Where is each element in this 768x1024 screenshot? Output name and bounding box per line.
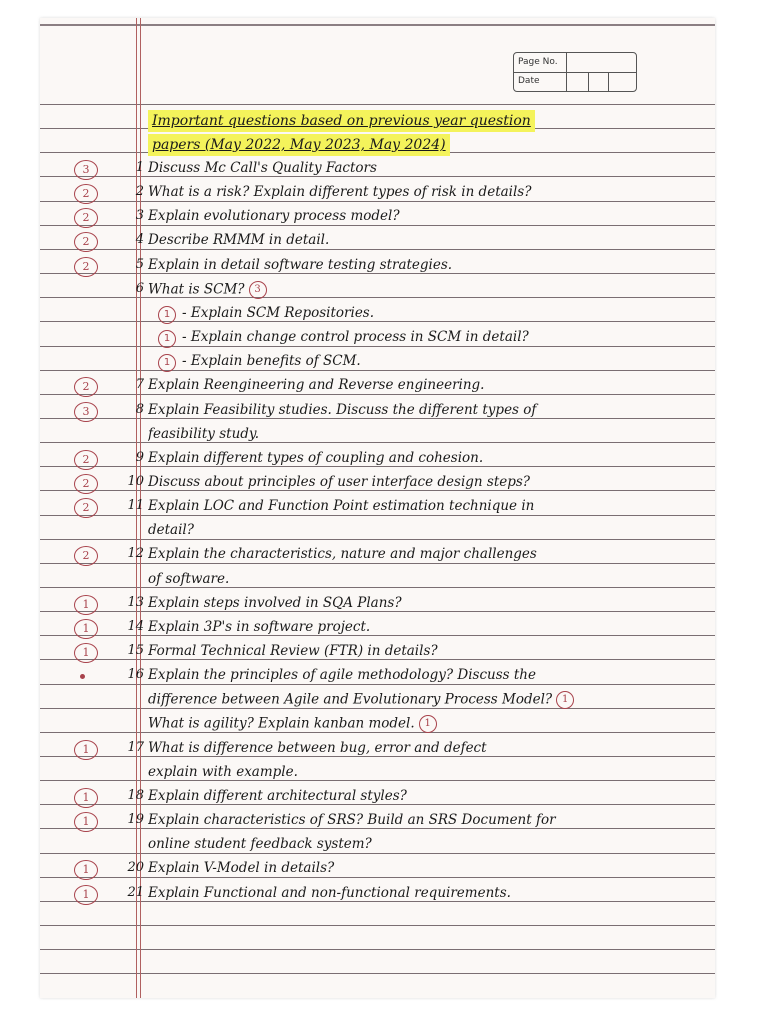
question-marks-circle: 1: [74, 812, 98, 832]
question-number: 2: [135, 184, 144, 199]
question-marks-circle: 1: [74, 860, 98, 880]
question-number: 9: [135, 450, 144, 465]
question-text: [148, 160, 707, 176]
question-text: [148, 232, 707, 248]
question-row: [40, 449, 715, 473]
question-row: [40, 739, 715, 763]
question-text-content: feasibility study.: [148, 426, 260, 442]
question-marks-circle: 1: [74, 595, 98, 615]
question-number: 5: [135, 257, 144, 272]
inline-marks-circle: 3: [249, 281, 267, 299]
sub-question-mark: 1: [158, 354, 176, 372]
question-marks-circle: 2: [74, 546, 98, 566]
sub-question-text: - Explain change control process in SCM in detail?: [182, 329, 529, 345]
sub-question-text: - Explain SCM Repositories.: [182, 305, 375, 321]
question-row: [40, 352, 715, 376]
bullet-dot-mark: [80, 674, 85, 679]
page-no-field: [566, 53, 636, 72]
question-text: [148, 546, 707, 562]
question-number: 4: [135, 232, 144, 247]
inline-marks-circle: 1: [419, 715, 437, 733]
question-text: [148, 402, 707, 418]
question-number: 13: [127, 595, 144, 610]
question-number: 3: [135, 208, 144, 223]
question-text: [148, 788, 707, 804]
question-text-content: Explain 3P's in software project.: [148, 619, 371, 635]
question-number: 15: [127, 643, 144, 658]
question-text-content: Explain Feasibility studies. Discuss the different types of: [148, 402, 537, 418]
question-marks-circle: 1: [74, 619, 98, 639]
question-row: [40, 835, 715, 859]
question-text-content: Explain steps involved in SQA Plans?: [148, 595, 402, 611]
question-marks-circle: 3: [74, 160, 98, 180]
question-text-content: Discuss Mc Call's Quality Factors: [148, 160, 377, 176]
question-text-content: What is difference between bug, error and defect: [148, 740, 487, 756]
question-text-content: difference between Agile and Evolutionary Process Model?: [148, 691, 553, 708]
question-text: [148, 740, 707, 756]
question-text-content: of software.: [148, 571, 230, 587]
question-text-content: Explain different types of coupling and cohesion.: [148, 450, 484, 466]
question-number: 18: [127, 788, 144, 803]
question-marks-circle: 3: [74, 402, 98, 422]
question-row: [40, 666, 715, 690]
question-text: [148, 474, 707, 490]
question-text: [148, 377, 707, 393]
question-number: 11: [127, 498, 144, 513]
question-text: [148, 571, 707, 587]
question-row: [40, 521, 715, 545]
date-field: [566, 72, 636, 91]
question-text-content: What is a risk? Explain different types of risk in details?: [148, 184, 532, 200]
question-row: [40, 545, 715, 569]
question-number: 7: [135, 377, 144, 392]
question-row: [40, 570, 715, 594]
question-row: [40, 618, 715, 642]
question-row: [40, 859, 715, 883]
question-text-content: Explain LOC and Function Point estimation technique in: [148, 498, 535, 514]
question-row: [40, 280, 715, 304]
question-text: [148, 450, 707, 466]
question-row: [40, 159, 715, 183]
question-text-content: Explain different architectural styles?: [148, 788, 407, 804]
question-text-content: Formal Technical Review (FTR) in details?: [148, 643, 438, 659]
question-number: 17: [127, 740, 144, 755]
notebook-page: [40, 18, 715, 998]
question-number: 6: [135, 281, 144, 296]
question-text: [148, 619, 707, 635]
page-no-label: Page No.: [514, 53, 567, 72]
question-text-content: explain with example.: [148, 764, 298, 780]
question-text: [148, 715, 707, 733]
question-row: [40, 376, 715, 400]
question-number: 1: [135, 160, 144, 175]
ruled-line: [40, 949, 715, 950]
question-marks-circle: 1: [74, 643, 98, 663]
date-label: Date: [514, 72, 567, 91]
question-text-content: Explain Reengineering and Reverse engineering.: [148, 377, 485, 393]
question-marks-circle: 2: [74, 232, 98, 252]
sub-question-text: - Explain benefits of SCM.: [182, 353, 361, 369]
inline-marks-circle: 1: [556, 691, 574, 709]
question-text: [148, 691, 707, 709]
question-text: [148, 257, 707, 273]
question-text-content: Discuss about principles of user interface design steps?: [148, 474, 531, 490]
question-number: 8: [135, 402, 144, 417]
question-marks-circle: 1: [74, 885, 98, 905]
question-text: [148, 885, 707, 901]
sub-question-mark: 1: [158, 330, 176, 348]
question-row: [40, 642, 715, 666]
question-number: 19: [127, 812, 144, 827]
question-text-content: online student feedback system?: [148, 836, 372, 852]
question-marks-circle: 2: [74, 474, 98, 494]
question-number: 12: [127, 546, 144, 561]
question-text: [148, 184, 707, 200]
question-text-content: What is agility? Explain kanban model.: [148, 715, 415, 732]
question-text-content: Explain in detail software testing strategies.: [148, 257, 453, 273]
question-marks-circle: 2: [74, 377, 98, 397]
question-row: [40, 473, 715, 497]
question-text: [148, 860, 707, 876]
question-row: [40, 594, 715, 618]
question-text-content: Explain the characteristics, nature and major challenges: [148, 546, 537, 562]
question-text: [148, 281, 707, 299]
question-text: [148, 595, 707, 611]
question-row: [40, 714, 715, 738]
question-marks-circle: 2: [74, 450, 98, 470]
question-row: [40, 425, 715, 449]
question-row: [40, 811, 715, 835]
question-text: [148, 426, 707, 442]
ruled-line: [40, 973, 715, 974]
question-row: [40, 690, 715, 714]
page-title-line-1: Important questions based on previous year question: [148, 110, 535, 132]
question-row: [40, 304, 715, 328]
question-text-content: Explain characteristics of SRS? Build an SRS Document for: [148, 812, 556, 828]
question-row: [40, 328, 715, 352]
question-marks-circle: 2: [74, 498, 98, 518]
question-row: [40, 763, 715, 787]
question-text: [148, 764, 707, 780]
question-row: [40, 497, 715, 521]
question-row: [40, 884, 715, 908]
question-row: [40, 183, 715, 207]
question-text-content: Explain evolutionary process model?: [148, 208, 400, 224]
question-text-content: Explain V-Model in details?: [148, 860, 335, 876]
ruled-line: [40, 104, 715, 105]
question-number: 14: [127, 619, 144, 634]
question-marks-circle: 2: [74, 184, 98, 204]
question-number: 10: [127, 474, 144, 489]
question-text-content: Explain the principles of agile methodology? Discuss the: [148, 667, 536, 683]
page-meta-box: [513, 52, 637, 92]
question-marks-circle: 2: [74, 257, 98, 277]
question-marks-circle: 1: [74, 740, 98, 760]
question-marks-circle: 2: [74, 208, 98, 228]
question-text-content: What is SCM?: [148, 281, 245, 298]
question-row: [40, 787, 715, 811]
question-text-content: detail?: [148, 522, 194, 538]
question-text: [148, 667, 707, 683]
question-text: [148, 643, 707, 659]
page-top-rule: [40, 24, 715, 26]
sub-question-mark: 1: [158, 306, 176, 324]
question-text: [148, 836, 707, 852]
question-number: 21: [127, 885, 144, 900]
date-row: [514, 72, 636, 91]
page-no-row: [514, 53, 636, 73]
question-row: [40, 256, 715, 280]
page-title-line-2: papers (May 2022, May 2023, May 2024): [148, 134, 450, 156]
question-marks-circle: 1: [74, 788, 98, 808]
question-number: 20: [127, 860, 144, 875]
question-text: [148, 812, 707, 828]
question-row: [40, 231, 715, 255]
question-number: 16: [127, 667, 144, 682]
question-text: [148, 498, 707, 514]
question-row: [40, 401, 715, 425]
question-text: [148, 208, 707, 224]
question-row: [40, 207, 715, 231]
ruled-line: [40, 925, 715, 926]
question-text-content: Explain Functional and non-functional requirements.: [148, 885, 511, 901]
question-text-content: Describe RMMM in detail.: [148, 232, 330, 248]
question-text: [148, 522, 707, 538]
